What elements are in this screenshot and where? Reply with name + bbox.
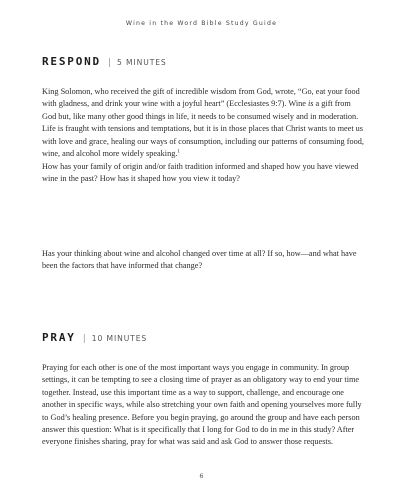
running-header: Wine in the Word Bible Study Guide [125,20,278,27]
pray-paragraph: Praying for each other is one of the most important ways you engage in community. In group settings, it can be tempting to see a closing time of prayer as an obligatory way to end your time together. Instead, use this important time as a way to support, challenge, and encourage one another in specific ways, while also stretching your own faith and opening yourselves more fully to God’s healing presence. Before you begin praying, go around the group and have each person answer this question: What is it specifically that I long for God to do in me in this study? After everyone finishes sharing, pray for what was said and ask God to answer those requests. [42,363,362,447]
footnote-marker: 1 [177,149,180,155]
respond-separator: | [107,58,112,68]
respond-title: RESPOND [42,55,101,68]
pray-separator: | [82,334,86,344]
pray-duration: 10 MINUTES [91,334,148,343]
page-number: 6 [199,472,204,480]
respond-intro-text-2: a gift from God but, like many other good things in life, it needs to be consumed wisely and in moderation. Life is fraught with tensions and temptations, but it is in those places that Christ wants to meet us with love and grace, healing our ways of consumption, including our patterns of consuming food, wine, and alcohol more widely speaking. [42,99,364,159]
pray-title: PRAY [42,331,76,344]
respond-intro-paragraph [42,86,364,160]
respond-duration: 5 MINUTES [117,58,167,67]
respond-question-1: How has your family of origin and/or faith tradition informed and shaped how you have viewed wine in the past? How has it shaped how you view it today? [42,162,359,184]
respond-question-2: Has your thinking about wine and alcohol changed over time at all? If so, how—and what have been the factors that have informed that change? [42,249,357,271]
respond-intro-text-1: King Solomon, who received the gift of incredible wisdom from God, wrote, “Go, eat your food with gladness, and drink your wine with a joyful heart” (Ecclesiastes 9:7). Wine [42,87,360,109]
pray-section-heading [42,331,147,344]
respond-intro-emphasis: is [307,99,314,109]
respond-section-heading [42,55,167,68]
